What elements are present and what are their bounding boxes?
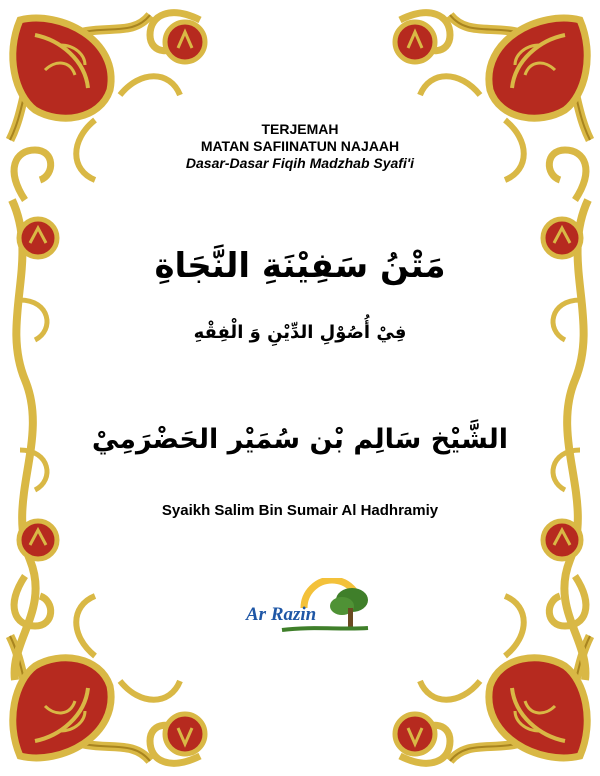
corner-ornament-bottom-left xyxy=(10,576,205,763)
arabic-subtitle: فِيْ أُصُوْلِ الدِّيْنِ وَ الْفِقْهِ xyxy=(193,322,407,343)
author-name: Syaikh Salim Bin Sumair Al Hadhramiy xyxy=(161,502,439,519)
left-medallion-lower xyxy=(19,521,57,559)
corner-ornament-bottom-right xyxy=(395,576,590,763)
header-line-1: TERJEMAH xyxy=(261,121,339,137)
header-line-2: MATAN SAFIINATUN NAJAAH xyxy=(200,138,400,154)
corner-ornament-top-right xyxy=(395,13,590,200)
right-medallion-lower xyxy=(543,521,581,559)
publisher-logo xyxy=(242,578,372,640)
corner-ornament-top-left xyxy=(10,13,205,200)
arabic-author: الشَّيْخ سَالِم بْن سُمَيْر الحَضْرَمِيْ xyxy=(91,424,509,455)
arabic-title: مَتْنُ سَفِيْنَةِ النَّجَاةِ xyxy=(154,246,446,286)
header-line-3: Dasar-Dasar Fiqih Madzhab Syafi'i xyxy=(185,155,415,171)
publisher-logo-text: Ar Razin xyxy=(246,604,317,625)
